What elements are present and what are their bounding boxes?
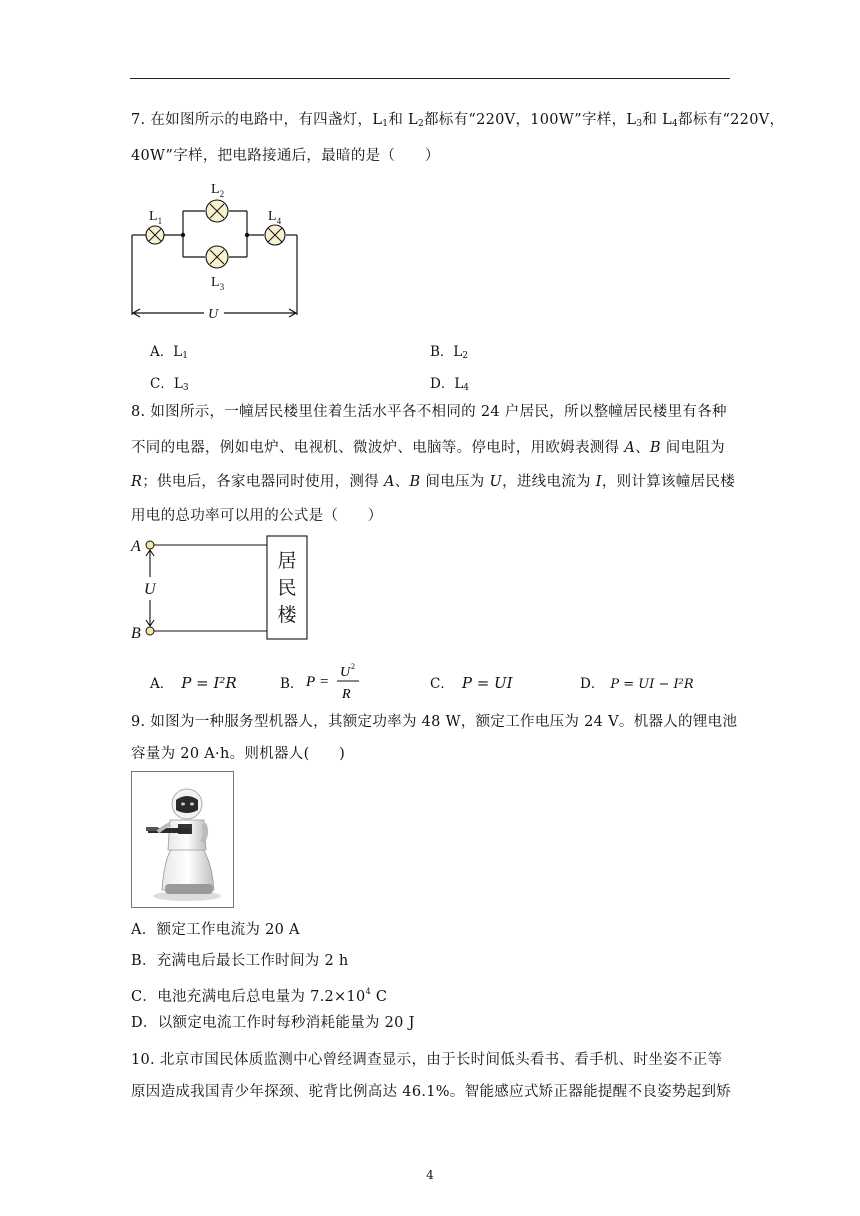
q8-option-d[interactable]: D． P = UI − I²R	[580, 676, 694, 692]
terminal-A-label: A	[131, 538, 141, 555]
q9-option-c[interactable]: C．电池充满电后总电量为 $7.2\times 10^4$ C	[131, 987, 388, 1005]
q8-stem-line3: R；供电后，各家电器同时使用，测得 A、B 间电压为 U，进线电流为 I，则计算该幢居民楼	[131, 474, 736, 490]
label-L2: $L_2$	[211, 182, 225, 199]
header-rule	[130, 78, 730, 79]
voltage-U-label: U	[144, 581, 156, 598]
formula-b-fraction	[304, 660, 364, 702]
q8-stem-line2: 不同的电器，例如电炉、电视机、微波炉、电脑等。停电时，用欧姆表测得 A、B 间电阻为	[131, 440, 725, 456]
page-number: 4	[426, 1168, 434, 1182]
label-U: U	[208, 307, 219, 322]
q8-option-a[interactable]: A． P = I²R	[150, 674, 237, 692]
terminal-B-label: B	[131, 625, 141, 642]
svg-text:2: 2	[351, 662, 355, 671]
svg-text:P: P	[306, 674, 316, 690]
q7-circuit-diagram	[125, 176, 310, 326]
q10-stem-line2: 原因造成我国青少年探颈、驼背比例高达 46.1%。智能感应式矫正器能提醒不良姿势起到矫	[131, 1084, 732, 1100]
q9-option-b[interactable]: B．充满电后最长工作时间为 2 h	[131, 953, 349, 969]
q10-stem-line1: 10. 北京市国民体质监测中心曾经调查显示，由于长时间低头看书、看手机、时坐姿不正等	[131, 1052, 723, 1068]
label-L1: $L_1$	[149, 209, 163, 226]
building-label-3: 楼	[277, 605, 297, 626]
q8-stem-line4: 用电的总功率可以用的公式是（ ）	[131, 508, 383, 524]
formula-a: P = I²R	[181, 674, 237, 692]
formula-c: P = UI	[461, 674, 513, 692]
q7-option-d[interactable]: D．$L_4$	[430, 376, 470, 393]
robot-photo	[131, 771, 234, 908]
svg-text:U: U	[340, 665, 351, 680]
q7-stem-line2: 40W”字样，把电路接通后，最暗的是（ ）	[131, 148, 440, 164]
label-L3: $L_3$	[211, 275, 225, 292]
q9-option-a[interactable]: A．额定工作电流为 20 A	[131, 922, 300, 938]
q9-stem-line1: 9. 如图为一种服务型机器人，其额定功率为 48 W，额定工作电压为 24 V。机器人的锂电池	[131, 714, 738, 730]
q7-option-b[interactable]: B．$L_2$	[430, 344, 469, 361]
q9-option-d[interactable]: D．以额定电流工作时每秒消耗能量为 20 J	[131, 1015, 415, 1031]
q9-stem-line2: 容量为 20 A·h。则机器人( )	[131, 746, 346, 762]
q7-stem-line1: 7. 在如图所示的电路中，有四盏灯，$L_1$和 $L_2$都标有“220V，100W”字样，$L_3$和 $L_4$都标有“220V，	[131, 112, 785, 129]
formula-d: P = UI − I²R	[610, 677, 694, 692]
q7-option-c[interactable]: C．$L_3$	[150, 376, 189, 393]
q8-stem-line1: 8. 如图所示，一幢居民楼里住着生活水平各不相同的 24 户居民，所以整幢居民楼里有各种	[131, 404, 727, 420]
label-L4: $L_4$	[268, 209, 282, 226]
svg-text:R: R	[342, 687, 351, 702]
robot-illustration	[132, 772, 233, 907]
q8-building-diagram	[125, 530, 315, 645]
building-label-1: 居	[277, 551, 297, 572]
svg-text:=: =	[320, 674, 329, 690]
q7-option-a[interactable]: A．$L_1$	[150, 344, 188, 361]
building-label-2: 民	[277, 578, 297, 599]
q8-option-c[interactable]: C． P = UI	[430, 674, 513, 692]
